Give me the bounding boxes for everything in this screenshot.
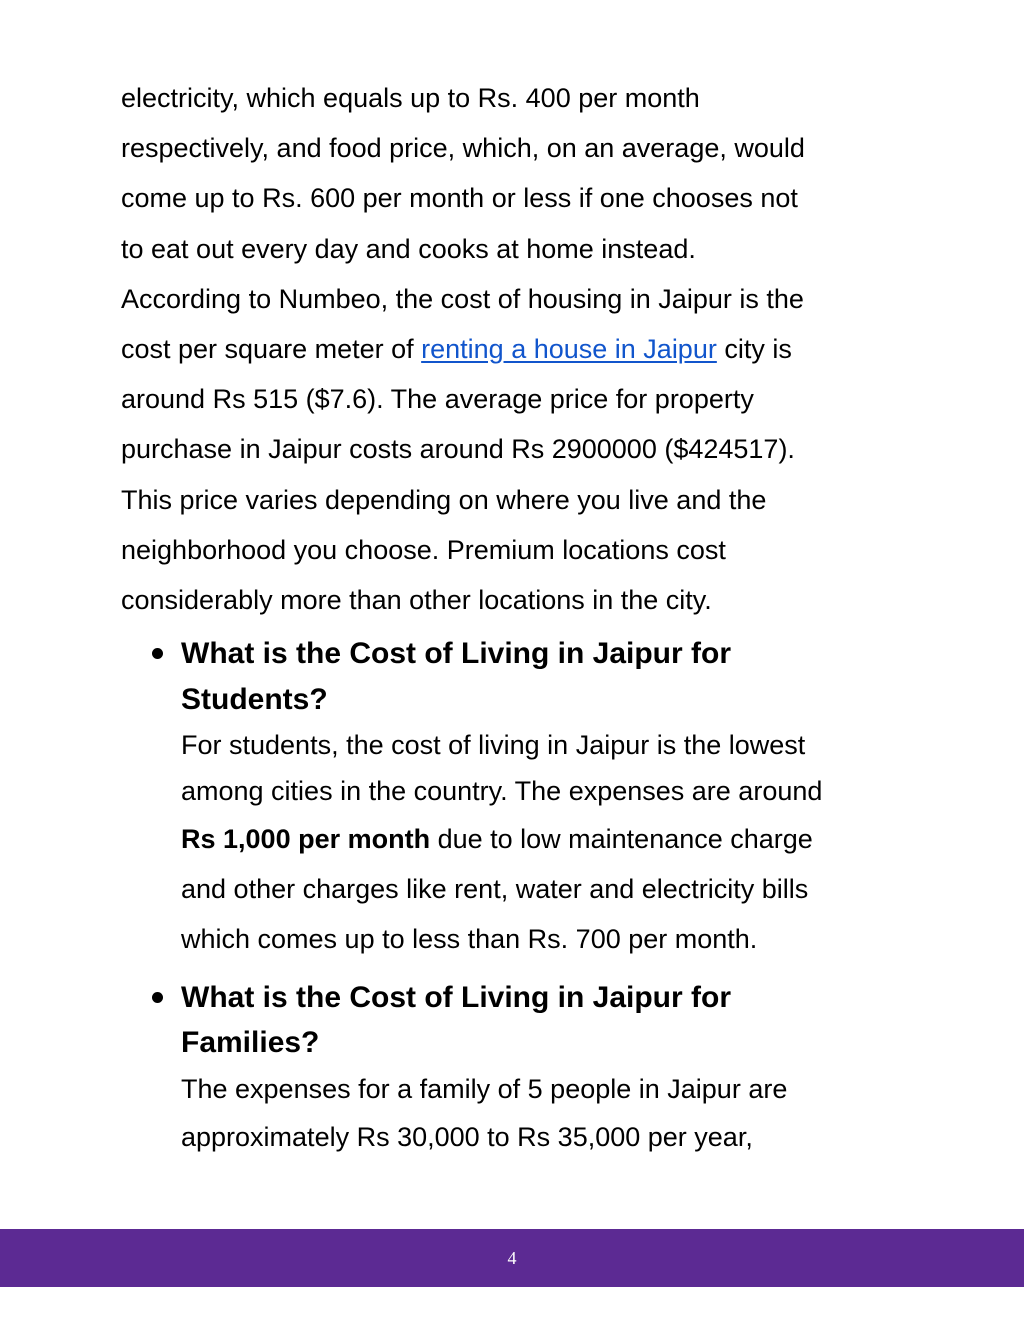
- paragraph-line: electricity, which equals up to Rs. 400 per month: [121, 83, 700, 113]
- paragraph-line: According to Numbeo, the cost of housing in Jaipur is the: [121, 283, 804, 314]
- renting-house-jaipur-link[interactable]: renting a house in Jaipur: [421, 333, 717, 364]
- paragraph-text: city is: [716, 333, 792, 364]
- paragraph-line: around Rs 515 ($7.6). The average price for property: [121, 384, 754, 415]
- paragraph-text: cost per square meter of: [121, 333, 422, 364]
- paragraph-line: considerably more than other locations in the city.: [121, 584, 712, 615]
- students-body-line: For students, the cost of living in Jaipur is the lowest: [181, 730, 806, 761]
- page-number: 4: [507, 1247, 517, 1268]
- families-heading-line: What is the Cost of Living in Jaipur for: [181, 980, 732, 1014]
- bullet-dot-icon: [152, 648, 163, 659]
- students-heading-line: What is the Cost of Living in Jaipur for: [181, 637, 732, 671]
- families-heading-line: Families?: [181, 1026, 320, 1060]
- paragraph-line: to eat out every day and cooks at home instead.: [121, 233, 696, 264]
- students-body-line: which comes up to less than Rs. 700 per month.: [181, 924, 758, 955]
- students-body-line: and other charges like rent, water and electricity bills: [181, 874, 809, 905]
- students-heading-line: Students?: [181, 682, 328, 716]
- paragraph-line: This price varies depending on where you live and the: [121, 484, 767, 515]
- bullet-item-families: [121, 975, 911, 1162]
- document-page-body: [121, 73, 911, 1172]
- paragraph-line-with-link: [121, 324, 911, 374]
- families-body-line: approximately Rs 30,000 to Rs 35,000 per year,: [181, 1121, 753, 1152]
- bullet-dot-icon: [152, 992, 163, 1003]
- paragraph-line: purchase in Jaipur costs around Rs 2900000 ($424517).: [121, 434, 795, 465]
- bullet-item-students: [121, 631, 911, 965]
- students-body-line: [181, 814, 911, 864]
- bullet-list: [121, 631, 911, 1162]
- footer-bar: [0, 1229, 1024, 1287]
- paragraph-line: neighborhood you choose. Premium locations cost: [121, 534, 726, 565]
- students-body-line: among cities in the country. The expenses are around: [181, 776, 823, 807]
- students-cost-highlight: Rs 1,000 per month: [181, 824, 431, 855]
- body-paragraph: [121, 73, 911, 625]
- paragraph-line: come up to Rs. 600 per month or less if one chooses not: [121, 183, 798, 214]
- families-body-line: The expenses for a family of 5 people in Jaipur are: [181, 1073, 788, 1104]
- paragraph-line: respectively, and food price, which, on an average, would: [121, 133, 805, 164]
- students-body-text: due to low maintenance charge: [430, 824, 813, 855]
